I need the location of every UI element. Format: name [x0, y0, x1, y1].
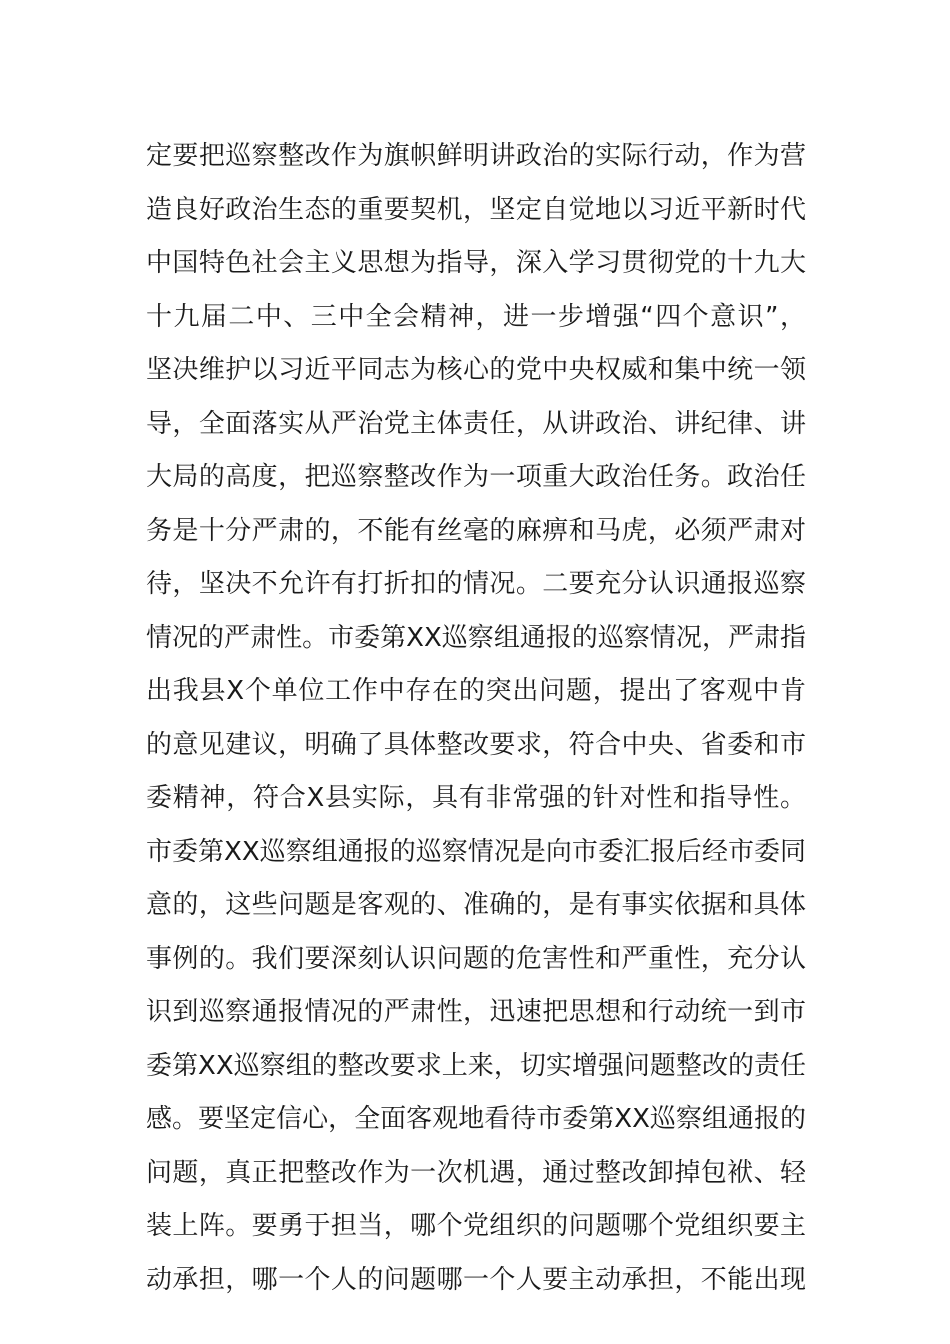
text-line: 装上阵。要勇于担当，哪个党组织的问题哪个党组织要主 — [146, 1211, 806, 1241]
text-line: 意的，这些问题是客观的、准确的，是有事实依据和具体 — [146, 890, 806, 920]
text-line: 坚决维护以习近平同志为核心的党中央权威和集中统一领 — [146, 355, 806, 385]
text-line: 待，坚决不允许有打折扣的情况。二要充分认识通报巡察 — [146, 569, 806, 599]
text-line: 事例的。我们要深刻认识问题的危害性和严重性，充分认 — [146, 943, 806, 974]
text-line: 十九届二中、三中全会精神，进一步增强“四个意识”， — [146, 301, 806, 332]
text-line: 造良好政治生态的重要契机，坚定自觉地以习近平新时代 — [146, 194, 806, 225]
text-line: 中国特色社会主义思想为指导，深入学习贯彻党的十九大 — [146, 248, 806, 278]
text-line: 识到巡察通报情况的严肃性，迅速把思想和行动统一到市 — [146, 997, 806, 1027]
text-line: 出我县X个单位工作中存在的突出问题，提出了客观中肯 — [146, 676, 806, 706]
text-line: 定要把巡察整改作为旗帜鲜明讲政治的实际行动，作为营 — [146, 141, 806, 171]
text-line: 情况的严肃性。市委第XX巡察组通报的巡察情况，严肃指 — [146, 622, 806, 653]
text-line: 市委第XX巡察组通报的巡察情况是向市委汇报后经市委同 — [146, 836, 806, 867]
text-line: 导，全面落实从严治党主体责任，从讲政治、讲纪律、讲 — [146, 408, 806, 439]
text-line: 感。要坚定信心，全面客观地看待市委第XX巡察组通报的 — [146, 1104, 806, 1134]
text-line: 委第XX巡察组的整改要求上来，切实增强问题整改的责任 — [146, 1050, 806, 1081]
text-line: 大局的高度，把巡察整改作为一项重大政治任务。政治任 — [146, 462, 806, 492]
text-line: 的意见建议，明确了具体整改要求，符合中央、省委和市 — [146, 729, 806, 760]
text-line: 动承担，哪一个人的问题哪一个人要主动承担，不能出现 — [146, 1264, 806, 1295]
text-line: 务是十分严肃的，不能有丝毫的麻痹和马虎，必须严肃对 — [146, 515, 806, 546]
text-line: 委精神，符合X县实际，具有非常强的针对性和指导性。 — [146, 783, 806, 813]
text-line: 问题，真正把整改作为一次机遇，通过整改卸掉包袱、轻 — [146, 1157, 806, 1188]
body-text — [146, 130, 806, 1307]
